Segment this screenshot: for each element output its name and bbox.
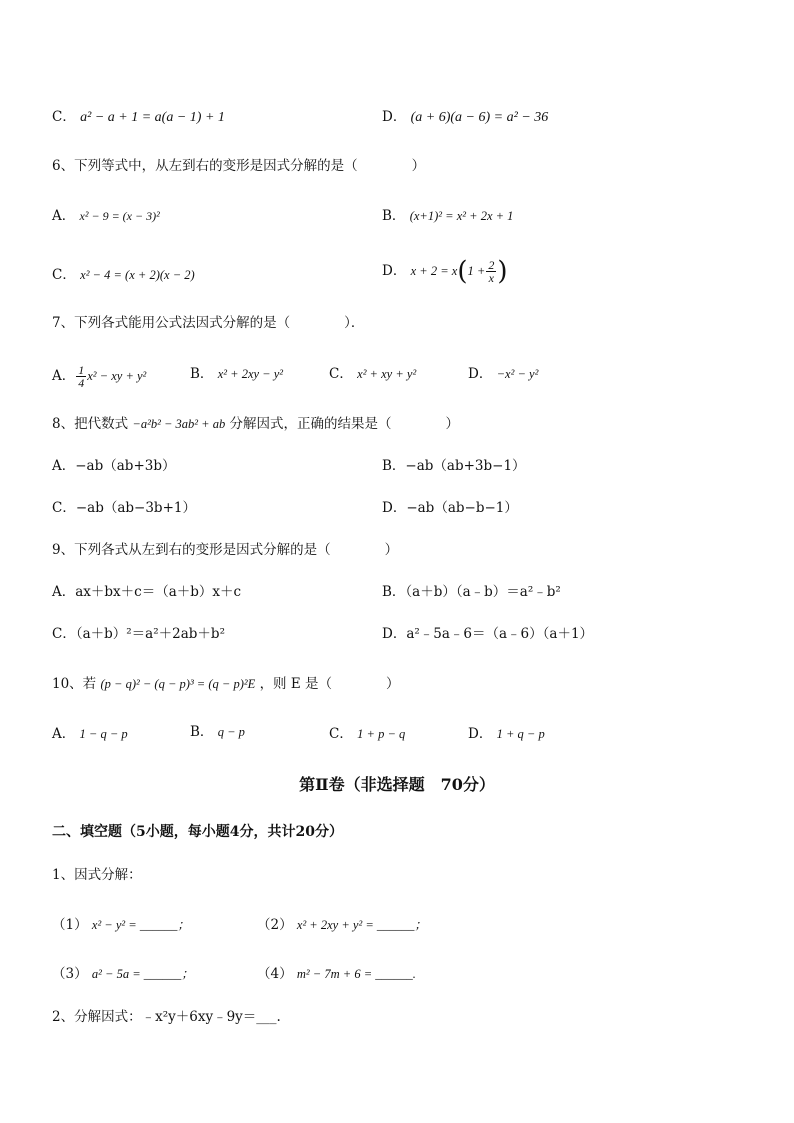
q7-option-b-expr: x² + 2xy − y² xyxy=(217,367,284,381)
q10-stem-post: ，则 E 是（ ） xyxy=(259,676,400,692)
q9-stem: 9、下列各式从左到右的变形是因式分解的是（ ） xyxy=(52,542,399,558)
q6-option-d-fraction xyxy=(486,259,496,284)
q8-options-cd xyxy=(52,498,752,518)
f1-part1-label: （1） xyxy=(52,917,88,933)
q8-option-c: C．−ab（ab−3b+1） xyxy=(52,500,196,516)
q10-option-b-label: B． xyxy=(190,724,214,740)
q6-options-cd: C． x² − 4 = (x + 2)(x − 2) D． x + 2 = x(1 + $\frac{2}{x}$ ) xyxy=(52,256,508,287)
q6-option-d-one: 1 + xyxy=(467,264,486,278)
f1-part2-expr: x² + 2xy + y² = ______； xyxy=(296,918,427,932)
q6-option-a-label: A． xyxy=(52,208,76,224)
q8-stem-pre: 8、把代数式 xyxy=(52,416,129,432)
q6-option-d-label: D． xyxy=(382,263,407,279)
q5-option-c-label: C． xyxy=(52,109,76,125)
q10-option-c-label: C． xyxy=(329,726,353,742)
f1-part4-expr: m² − 7m + 6 = ______. xyxy=(296,967,416,981)
q10-option-d-expr: 1 + q − p xyxy=(496,727,545,741)
q6-option-c-label: C． xyxy=(52,267,76,283)
q6-option-b-expr: (x+1)² = x² + 2x + 1 xyxy=(409,209,514,223)
f2-stem: 2、分解因式：﹣x²y＋6xy﹣9y＝___. xyxy=(52,1009,281,1025)
q7-option-d-expr: −x² − y² xyxy=(496,367,539,381)
q5-options-row xyxy=(52,107,752,128)
q7-option-d-label: D． xyxy=(468,366,493,382)
q9-options-cd xyxy=(52,624,752,644)
q8-stem-expr: −a²b² − 3ab² + ab xyxy=(132,417,226,431)
q10-option-c-expr: 1 + p − q xyxy=(357,727,406,741)
f1-parts-12 xyxy=(52,915,752,935)
q7-stem: 7、下列各式能用公式法因式分解的是（ ）． xyxy=(52,315,365,331)
q9-option-a: A．ax＋bx＋c＝（a＋b）x＋c xyxy=(52,584,242,600)
q8-options-ab xyxy=(52,456,752,476)
q10-stem-expr: (p − q)² − (q − p)³ = (q − p)²E xyxy=(100,677,256,691)
q6-d-frac-num: 2 xyxy=(488,258,495,272)
f1-parts-34 xyxy=(52,964,752,984)
q6-option-c-expr: x² − 4 = (x + 2)(x − 2) xyxy=(80,268,195,282)
q7-a-frac-den: 4 xyxy=(78,376,85,390)
q9-option-b: B．（a＋b）（a﹣b）＝a²﹣b² xyxy=(382,584,561,600)
q8-option-b: B．−ab（ab+3b−1） xyxy=(382,458,526,474)
q7-a-frac-num: 1 xyxy=(78,363,85,377)
q10-option-a-expr: 1 − q − p xyxy=(79,727,128,741)
q10-option-a-label: A． xyxy=(52,726,76,742)
q5-option-d-expr: (a + 6)(a − 6) = a² − 36 xyxy=(410,110,549,125)
f1-part2-label: （2） xyxy=(257,917,293,933)
f1-part4-label: （4） xyxy=(257,966,293,982)
q6-options-ab xyxy=(52,206,752,226)
q8-option-a: A．−ab（ab+3b） xyxy=(52,458,176,474)
q9-option-c: C．（a＋b）²＝a²＋2ab＋b² xyxy=(52,626,225,642)
q7-option-a-label: A． xyxy=(52,368,76,384)
q6-option-a-expr: x² − 9 = (x − 3)² xyxy=(79,209,160,223)
q7-option-b-label: B． xyxy=(190,366,214,382)
q10-stem xyxy=(52,674,400,694)
q7-option-a-expr: x² − xy + y² xyxy=(87,369,147,383)
f1-part3-label: （3） xyxy=(52,966,88,982)
q10-option-d-label: D． xyxy=(468,726,493,742)
q6-option-d-expr-left: x + 2 = x xyxy=(410,264,458,278)
q7-options xyxy=(52,364,772,388)
f1-part1-expr: x² − y² = ______； xyxy=(91,918,190,932)
q8-stem xyxy=(52,414,459,434)
q6-option-b-label: B． xyxy=(382,208,406,224)
q6-d-frac-den: x xyxy=(488,271,494,285)
q5-option-d-label: D． xyxy=(382,109,407,125)
q6-stem: 6、下列等式中，从左到右的变形是因式分解的是（ ） xyxy=(52,158,426,174)
q7-option-a-fraction xyxy=(76,364,86,389)
q7-option-c-label: C． xyxy=(329,366,353,382)
q9-option-d: D．a²﹣5a﹣6＝（a﹣6）（a＋1） xyxy=(382,626,594,642)
f1-stem: 1、因式分解： xyxy=(52,867,142,883)
q8-option-d: D．−ab（ab−b−1） xyxy=(382,500,518,516)
f1-part3-expr: a² − 5a = ______； xyxy=(91,967,194,981)
part2-title: 第Ⅱ卷（非选择题 70分） xyxy=(299,775,495,794)
section2-heading: 二、填空题（5小题，每小题4分，共计20分） xyxy=(52,824,343,840)
q8-stem-post: 分解因式，正确的结果是（ ） xyxy=(229,416,459,432)
q7-option-c-expr: x² + xy + y² xyxy=(357,367,417,381)
q10-stem-pre: 10、若 xyxy=(52,676,97,692)
q9-options-ab xyxy=(52,582,752,602)
q10-option-b-expr: q − p xyxy=(217,725,245,739)
q5-option-c-expr: a² − a + 1 = a(a − 1) + 1 xyxy=(80,110,225,125)
